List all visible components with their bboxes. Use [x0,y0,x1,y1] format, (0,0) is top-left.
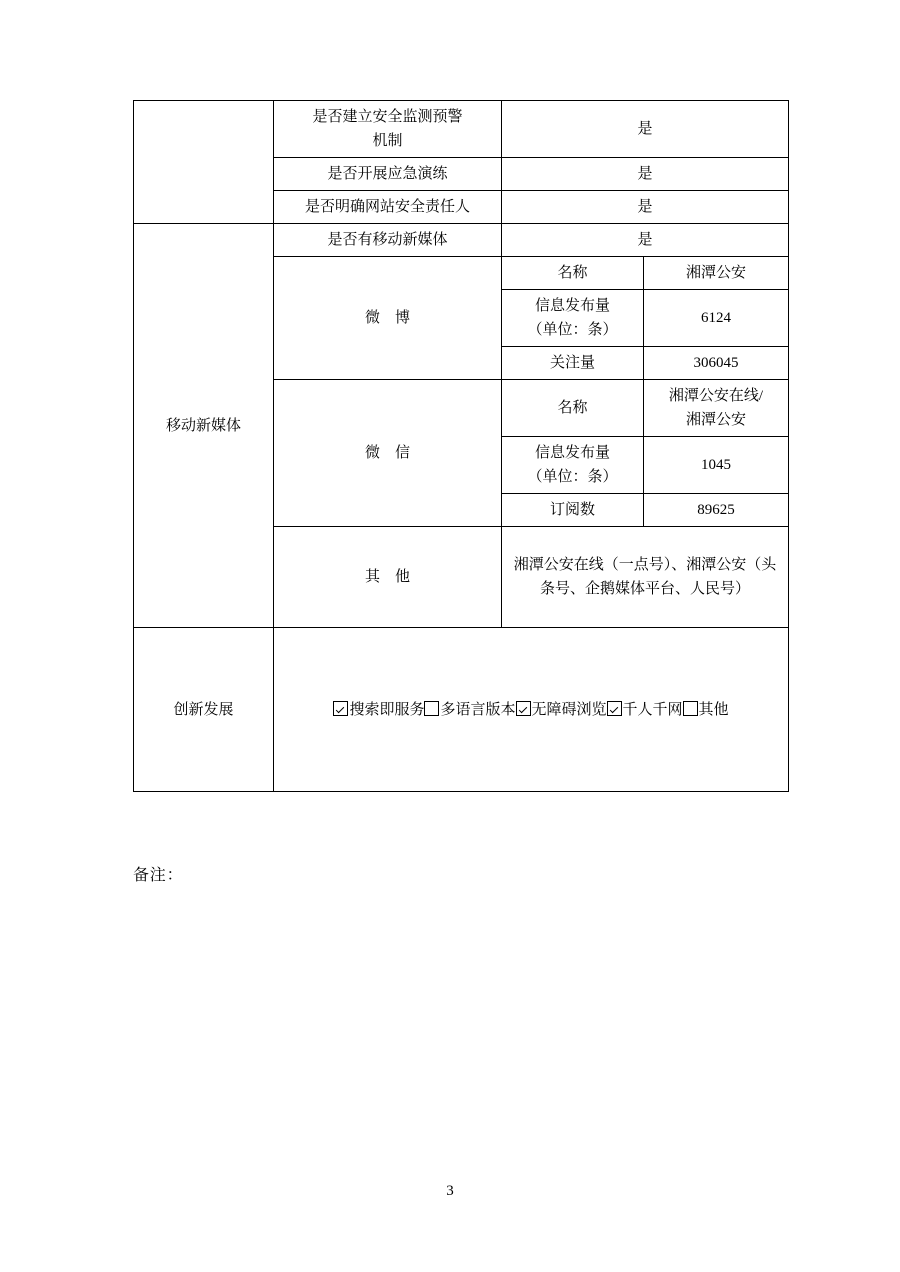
checkbox-icon[interactable] [333,701,348,716]
weibo-label: 微 博 [274,257,502,380]
weixin-name-key: 名称 [502,380,644,437]
security-value-1: 是 [502,101,789,158]
security-label-3: 是否明确网站安全责任人 [274,191,502,224]
weixin-subscribers-key: 订阅数 [502,494,644,527]
table-row [134,101,789,158]
checkbox-icon[interactable] [516,701,531,716]
innovation-option-label: 其他 [698,701,729,718]
other-media-value: 湘潭公安在线（一点号）、湘潭公安（头条号、企鹅媒体平台、人民号） [502,527,789,628]
security-label-2: 是否开展应急演练 [274,158,502,191]
innovation-options [274,628,789,792]
weibo-name-value: 湘潭公安 [644,257,789,290]
weixin-publish-key: 信息发布量 （单位：条） [502,437,644,494]
checkbox-icon[interactable] [607,701,622,716]
has-new-media-value: 是 [502,224,789,257]
security-section-blank [134,101,274,224]
weibo-publish-key: 信息发布量 （单位：条） [502,290,644,347]
table-row [134,224,789,257]
weixin-name-value: 湘潭公安在线/ 湘潭公安 [644,380,789,437]
security-value-3: 是 [502,191,789,224]
weixin-subscribers-value: 89625 [644,494,789,527]
innovation-option-2[interactable] [516,702,607,718]
innovation-label: 创新发展 [134,628,274,792]
page-number: 3 [446,1183,454,1199]
innovation-option-3[interactable] [607,702,683,718]
checkbox-icon[interactable] [424,701,439,716]
annual-report-table [133,100,789,792]
weixin-label: 微 信 [274,380,502,527]
other-media-label: 其 他 [274,527,502,628]
weibo-followers-key: 关注量 [502,347,644,380]
innovation-option-label: 无障碍浏览 [531,701,607,718]
checkbox-icon[interactable] [683,701,698,716]
table-row [134,628,789,792]
has-new-media-label: 是否有移动新媒体 [274,224,502,257]
innovation-option-0[interactable] [333,702,424,718]
innovation-option-4[interactable] [683,702,729,718]
security-value-2: 是 [502,158,789,191]
security-label-1: 是否建立安全监测预警 机制 [274,101,502,158]
new-media-section-label: 移动新媒体 [134,224,274,628]
weibo-name-key: 名称 [502,257,644,290]
innovation-option-label: 搜索即服务 [349,701,425,718]
remark-label: 备注： [133,867,184,884]
weixin-publish-value: 1045 [644,437,789,494]
weibo-followers-value: 306045 [644,347,789,380]
innovation-option-1[interactable] [424,702,515,718]
innovation-option-label: 多语言版本 [440,701,516,718]
weibo-publish-value: 6124 [644,290,789,347]
innovation-option-label: 千人千网 [622,701,683,718]
